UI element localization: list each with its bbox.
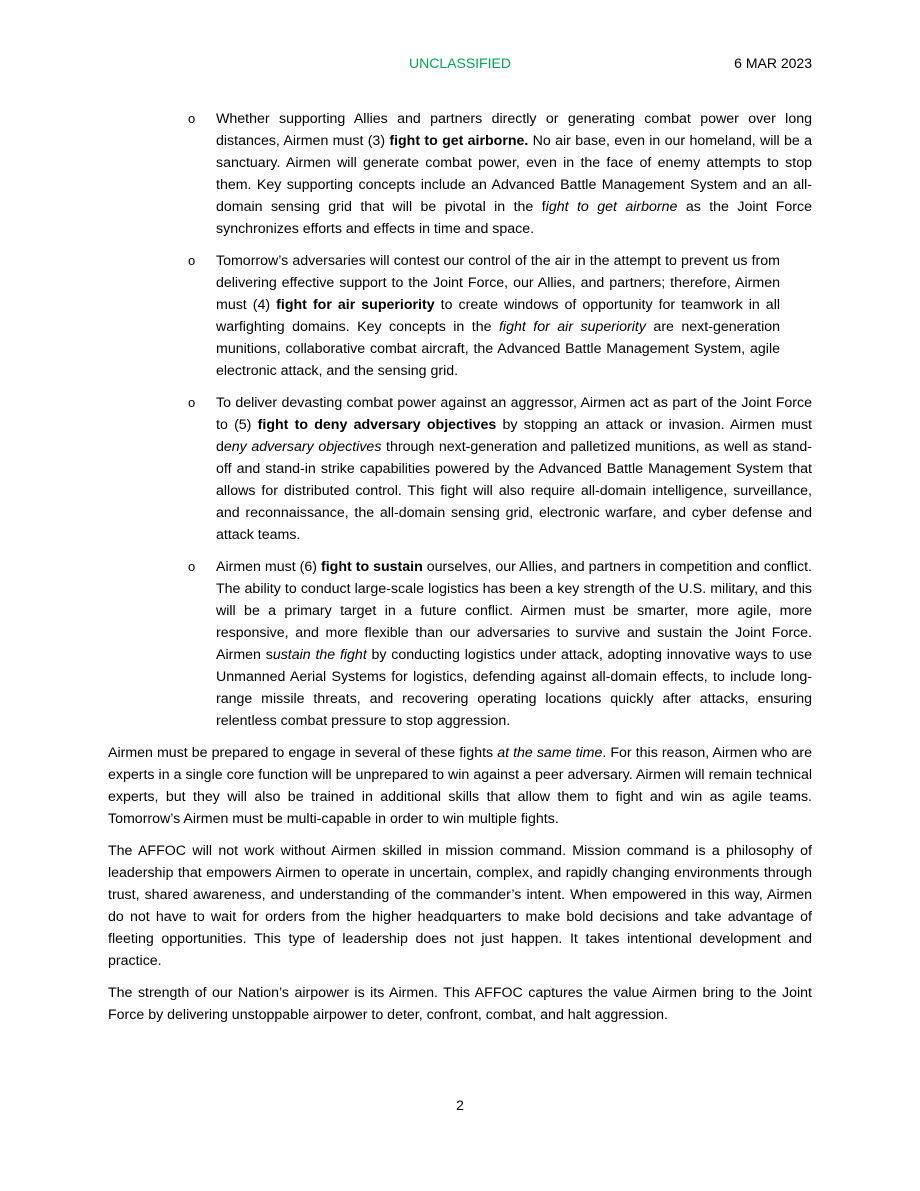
bullet-text: to create windows of opportunity for teamwork in all warfighting domains. Key concepts in the xyxy=(216,297,781,335)
page-number: 2 xyxy=(456,1097,464,1113)
bullet-text: by conducting logistics under attack, adopting innovative ways to use Unmanned Aerial Systems for logistics, defending against all-domain effects, to include long-range missile threats, and recovering operating locations quickly after attacks, ensuring relentless combat pressure to stop aggression. xyxy=(216,647,812,729)
bullet-circle-icon: o xyxy=(188,559,196,574)
paragraph-italic-term: at the same time xyxy=(497,745,603,761)
bullet-circle-icon: o xyxy=(188,111,196,126)
page-header xyxy=(0,55,920,75)
bullet-item-fight-to-deny-adversary-objectives xyxy=(188,392,812,546)
fights-bullet-list xyxy=(108,108,812,732)
bullet-bold-term: fight to deny adversary objectives xyxy=(257,417,497,433)
bullet-text: are next-generation munitions, collaborative combat aircraft, the Advanced Battle Management System, agile electronic attack, and the sensing grid. xyxy=(216,319,780,379)
paragraph-airpower-strength xyxy=(108,982,812,1026)
classification-marking: UNCLASSIFIED xyxy=(409,55,511,71)
bullet-text: ourselves, our Allies, and partners in competition and conflict. The ability to conduct large-scale logistics has been a key strength of the U.S. military, and this will be a primary target in a future conflict. Airmen must be smarter, more agile, more responsive, and more flexible than our adversaries to survive and sustain the Joint Force. Airmen s xyxy=(216,559,812,663)
bullet-text: Tomorrow’s adversaries will contest our control of the air in the attempt to prevent us from delivering effective support to the Joint Force, our Allies, and partners; therefore, Airmen must (4) xyxy=(216,253,780,313)
bullet-bold-term: fight to sustain xyxy=(321,559,423,575)
paragraph-text: The AFFOC will not work without Airmen skilled in mission command. Mission command is a philosophy of leadership that empowers Airmen to operate in uncertain, complex, and rapidly changing environments through trust, shared awareness, and understanding of the commander’s intent. When empowered in this way, Airmen do not have to wait for orders from the higher headquarters to make bold decisions and take advantage of fleeting opportunities. This type of leadership does not just happen. It takes intentional development and practice. xyxy=(108,843,812,969)
bullet-circle-icon: o xyxy=(188,395,196,410)
paragraph-text: . For this reason, Airmen who are experts in a single core function will be unprepared to win against a peer adversary. Airmen will remain technical experts, but they will also be trained in additional skills that allow them to fight and win as agile teams. Tomorrow’s Airmen must be multi-capable in order to win multiple fights. xyxy=(108,745,812,827)
paragraph-text: The strength of our Nation’s airpower is its Airmen. This AFFOC captures the value Airmen bring to the Joint Force by delivering unstoppable airpower to deter, confront, combat, and halt aggression. xyxy=(108,985,812,1023)
bullet-text: To deliver devasting combat power against an aggressor, Airmen act as part of the Joint Force to (5) xyxy=(216,395,812,433)
bullet-text: as the Joint Force synchronizes efforts and effects in time and space. xyxy=(216,199,812,237)
paragraph-same-time xyxy=(108,742,812,830)
bullet-circle-icon: o xyxy=(188,253,196,268)
bullet-bold-term: fight for air superiority xyxy=(276,297,435,313)
bullet-text: Whether supporting Allies and partners directly or generating combat power over long distances, Airmen must (3) xyxy=(216,111,812,149)
bullet-italic-term: eny adversary objectives xyxy=(223,439,382,455)
paragraph-mission-command xyxy=(108,840,812,972)
bullet-item-fight-to-sustain xyxy=(188,556,812,732)
bullet-text: by stopping an attack or invasion. Airmen must d xyxy=(216,417,812,455)
bullet-italic-term: ustain the fight xyxy=(272,647,367,663)
bullet-bold-term: fight to get airborne. xyxy=(389,133,529,149)
bullet-item-fight-to-get-airborne xyxy=(188,108,812,240)
bullet-text: through next-generation and palletized munitions, as well as stand-off and stand-in strike capabilities powered by the Advanced Battle Management System that allows for distributed control. This fight will also require all-domain intelligence, surveillance, and reconnaissance, the all-domain sensing grid, electronic warfare, and cyber defense and attack teams. xyxy=(216,439,812,543)
bullet-text: No air base, even in our homeland, will be a sanctuary. Airmen will generate combat power, even in the face of enemy attempts to stop them. Key supporting concepts include an Advanced Battle Management System and an all-domain sensing grid that will be pivotal in the f xyxy=(216,133,812,215)
bullet-text: Airmen must (6) xyxy=(216,559,321,575)
document-date: 6 MAR 2023 xyxy=(734,55,812,71)
document-body xyxy=(108,108,812,1036)
bullet-italic-term: fight for air superiority xyxy=(498,319,646,335)
bullet-item-fight-for-air-superiority xyxy=(188,250,781,382)
bullet-italic-term: ight to get airborne xyxy=(545,199,678,215)
paragraph-text: Airmen must be prepared to engage in several of these fights xyxy=(108,745,498,761)
